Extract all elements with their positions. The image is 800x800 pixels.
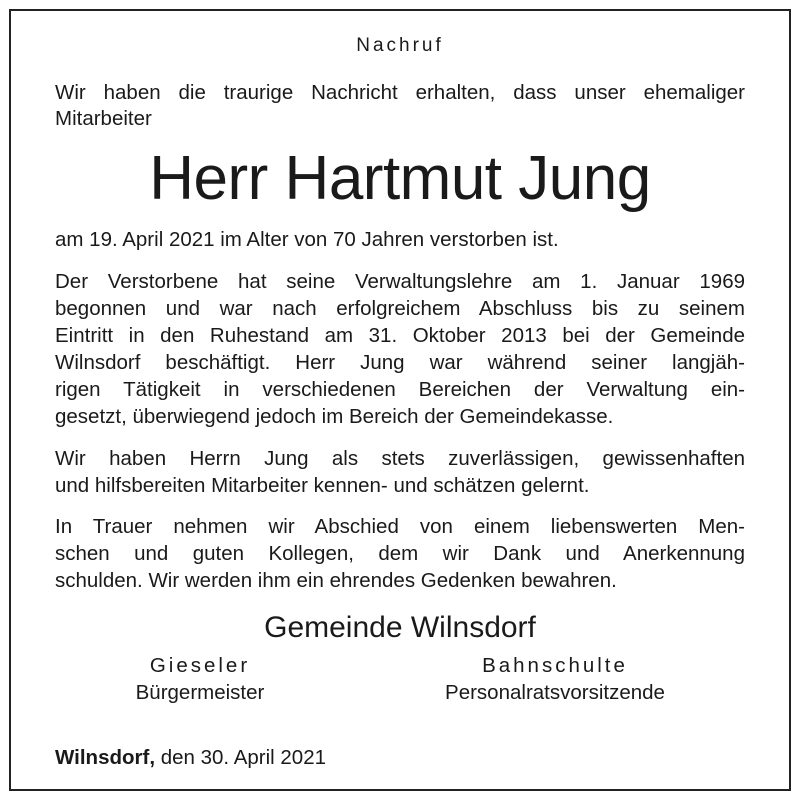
paragraph2-line: Wir haben Herrn Jung als stets zuverlässigen, gewissenhaften xyxy=(55,447,745,470)
signatory-title: Personalratsvorsitzende xyxy=(445,681,665,704)
notice-heading: Nachruf xyxy=(356,35,444,56)
signatory-name: Bahnschulte xyxy=(482,654,628,677)
place-date-line xyxy=(55,745,745,771)
signatory-name: Gieseler xyxy=(149,654,251,677)
paragraph1-line: gesetzt, überwiegend jedoch im Bereich der Gemeindekasse. xyxy=(55,405,614,428)
date: den 30. April 2021 xyxy=(160,746,327,769)
intro-line: Mitarbeiter xyxy=(55,107,152,130)
death-line: am 19. April 2021 im Alter von 70 Jahren verstorben ist. xyxy=(55,228,559,251)
paragraph3-line: schen und guten Kollegen, dem wir Dank und Anerkennung xyxy=(55,542,745,565)
paragraph3-line: schulden. Wir werden ihm ein ehrendes Gedenken bewahren. xyxy=(55,569,617,592)
organization-name: Gemeinde Wilnsdorf xyxy=(264,611,536,644)
paragraph2-line: und hilfsbereiten Mitarbeiter kennen- und schätzen gelernt. xyxy=(55,474,590,497)
deceased-name: Herr Hartmut Jung xyxy=(149,144,651,213)
intro-line: Wir haben die traurige Nachricht erhalten, dass unser ehemaliger xyxy=(55,81,745,104)
paragraph3-line: In Trauer nehmen wir Abschied von einem liebenswerten Men- xyxy=(55,515,745,538)
signatory-title: Bürgermeister xyxy=(135,681,265,704)
paragraph1-line: Wilnsdorf beschäftigt. Herr Jung war während seiner langjäh- xyxy=(55,351,745,374)
place: Wilnsdorf, xyxy=(55,746,156,769)
paragraph1-line: Eintritt in den Ruhestand am 31. Oktober 2013 bei der Gemeinde xyxy=(55,324,745,347)
paragraph1-line: rigen Tätigkeit in verschiedenen Bereichen der Verwaltung ein- xyxy=(55,378,745,401)
paragraph1-line: Der Verstorbene hat seine Verwaltungslehre am 1. Januar 1969 xyxy=(55,270,745,293)
paragraph1-line: begonnen und war nach erfolgreichem Abschluss bis zu seinem xyxy=(55,297,745,320)
